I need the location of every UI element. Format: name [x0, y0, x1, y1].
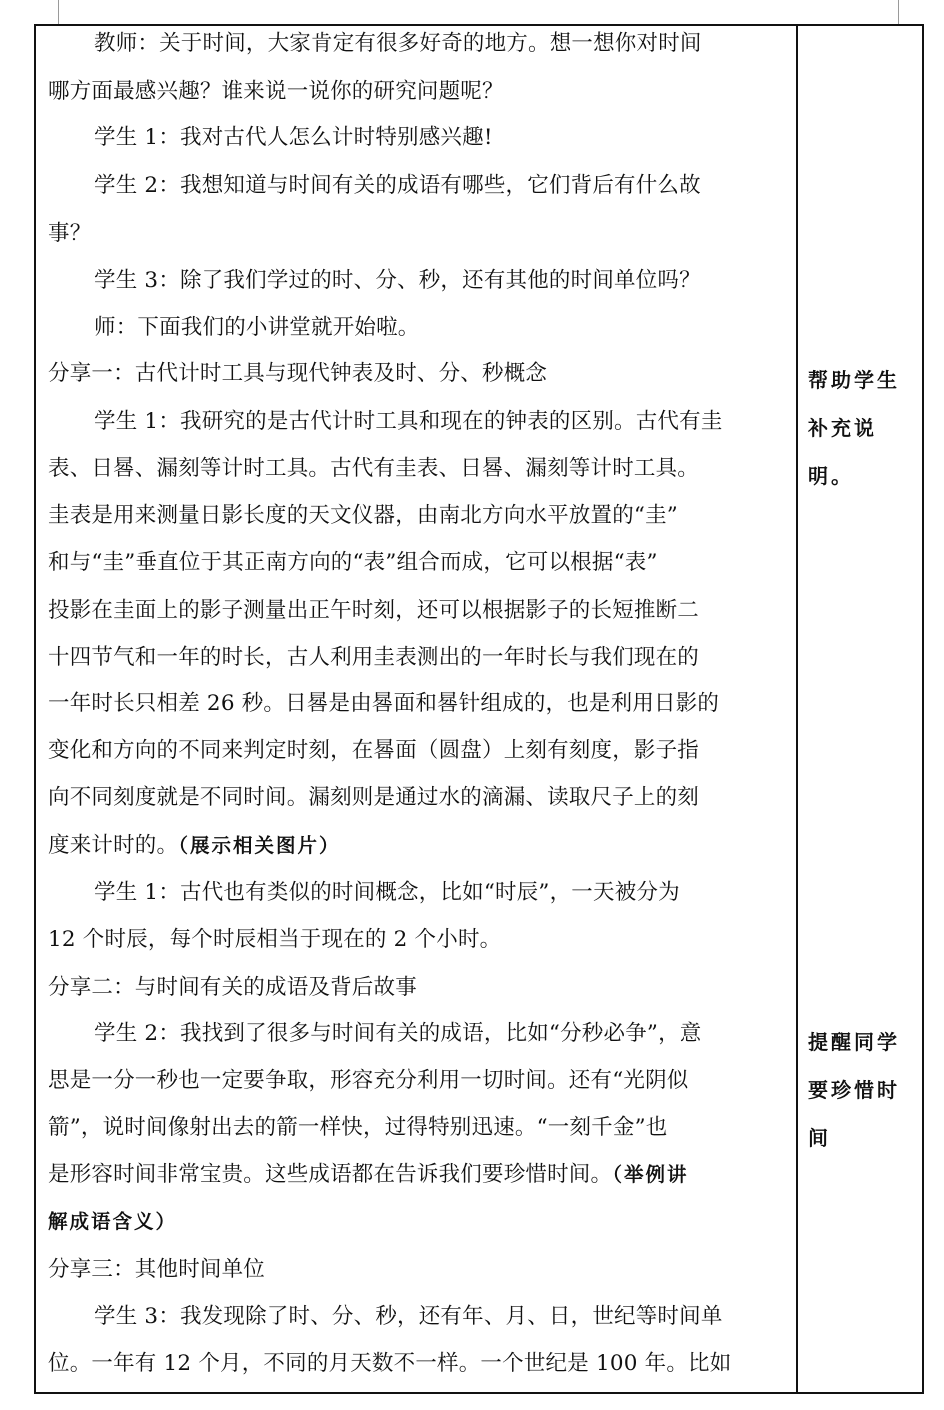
- side-note-line: 帮助学生: [808, 368, 900, 392]
- side-note-line: 补充说: [808, 416, 877, 440]
- teacher-note-explain-idioms-cont: 解成语含义）: [48, 1210, 178, 1233]
- text-line: 箭”，说时间像射出去的箭一样快，过得特别迅速。“一刻千金”也: [48, 1115, 668, 1140]
- side-note-line: 要珍惜时: [808, 1078, 900, 1102]
- teacher-note-explain-idioms: （举例讲: [612, 1163, 689, 1186]
- text-line: 一年时长只相差 26 秒。日晷是由晷面和晷针组成的，也是利用日影的: [48, 691, 720, 716]
- text-line: 12 个时辰，每个时辰相当于现在的 2 个小时。: [48, 927, 502, 952]
- lesson-table: [34, 24, 924, 1394]
- text-line: 变化和方向的不同来判定时刻，在晷面（圆盘）上刻有刻度，影子指: [48, 738, 700, 763]
- text-line: 和与“圭”垂直位于其正南方向的“表”组合而成，它可以根据“表”: [48, 550, 658, 575]
- text-line: [48, 1208, 788, 1236]
- page-margin-rule-left: [58, 0, 59, 24]
- text-line: 学生 1：我对古代人怎么计时特别感兴趣!: [94, 125, 493, 150]
- text-line: 思是一分一秒也一定要争取，形容充分利用一切时间。还有“光阴似: [48, 1068, 689, 1093]
- text-segment: 度来计时的。: [48, 833, 179, 858]
- text-line: 学生 1：我研究的是古代计时工具和现在的钟表的区别。古代有圭: [94, 409, 723, 434]
- text-line: 学生 3：除了我们学过的时、分、秒，还有其他的时间单位吗？: [94, 268, 701, 293]
- text-line: 学生 1：古代也有类似的时间概念，比如“时辰”，一天被分为: [94, 880, 680, 905]
- text-line: 事？: [48, 221, 92, 246]
- text-line: 向不同刻度就是不同时间。漏刻则是通过水的滴漏、读取尺子上的刻: [48, 785, 700, 810]
- teacher-note-show-pictures: （展示相关图片）: [178, 834, 341, 857]
- side-note-line: 间: [808, 1126, 831, 1150]
- text-line: [48, 1161, 788, 1189]
- design-intent-cell: [798, 26, 924, 1392]
- section-heading: 分享三：其他时间单位: [48, 1257, 266, 1282]
- text-line: 圭表是用来测量日影长度的天文仪器，由南北方向水平放置的“圭”: [48, 503, 678, 528]
- side-note-help-students: [808, 356, 918, 500]
- side-note-line: 提醒同学: [808, 1030, 900, 1054]
- section-heading: 分享二：与时间有关的成语及背后故事: [48, 975, 417, 1000]
- text-segment: 是形容时间非常宝贵。这些成语都在告诉我们要珍惜时间。: [48, 1162, 613, 1187]
- text-line: 学生 2：我找到了很多与时间有关的成语，比如“分秒必争”，意: [94, 1021, 702, 1046]
- text-line: 师：下面我们的小讲堂就开始啦。: [94, 315, 420, 340]
- text-line: 位。一年有 12 个月，不同的月天数不一样。一个世纪是 100 年。比如: [48, 1351, 732, 1376]
- side-note-line: 明。: [808, 464, 854, 488]
- section-heading: 分享一：古代计时工具与现代钟表及时、分、秒概念: [48, 361, 548, 386]
- text-line: 投影在圭面上的影子测量出正午时刻，还可以根据影子的长短推断二: [48, 598, 700, 623]
- text-line: 教师：关于时间，大家肯定有很多好奇的地方。想一想你对时间: [94, 31, 702, 56]
- lesson-content-cell: [36, 26, 796, 1392]
- text-line: [48, 832, 788, 860]
- text-line: 学生 3：我发现除了时、分、秒，还有年、月、日，世纪等时间单: [94, 1304, 723, 1329]
- text-line: 学生 2：我想知道与时间有关的成语有哪些，它们背后有什么故: [94, 173, 701, 198]
- side-note-cherish-time: [808, 1018, 918, 1162]
- text-line: 表、日晷、漏刻等计时工具。古代有圭表、日晷、漏刻等计时工具。: [48, 456, 700, 481]
- page-margin-rule-right: [898, 0, 899, 24]
- text-line: 十四节气和一年的时长，古人利用圭表测出的一年时长与我们现在的: [48, 645, 700, 670]
- text-line: 哪方面最感兴趣？谁来说一说你的研究问题呢？: [48, 79, 504, 104]
